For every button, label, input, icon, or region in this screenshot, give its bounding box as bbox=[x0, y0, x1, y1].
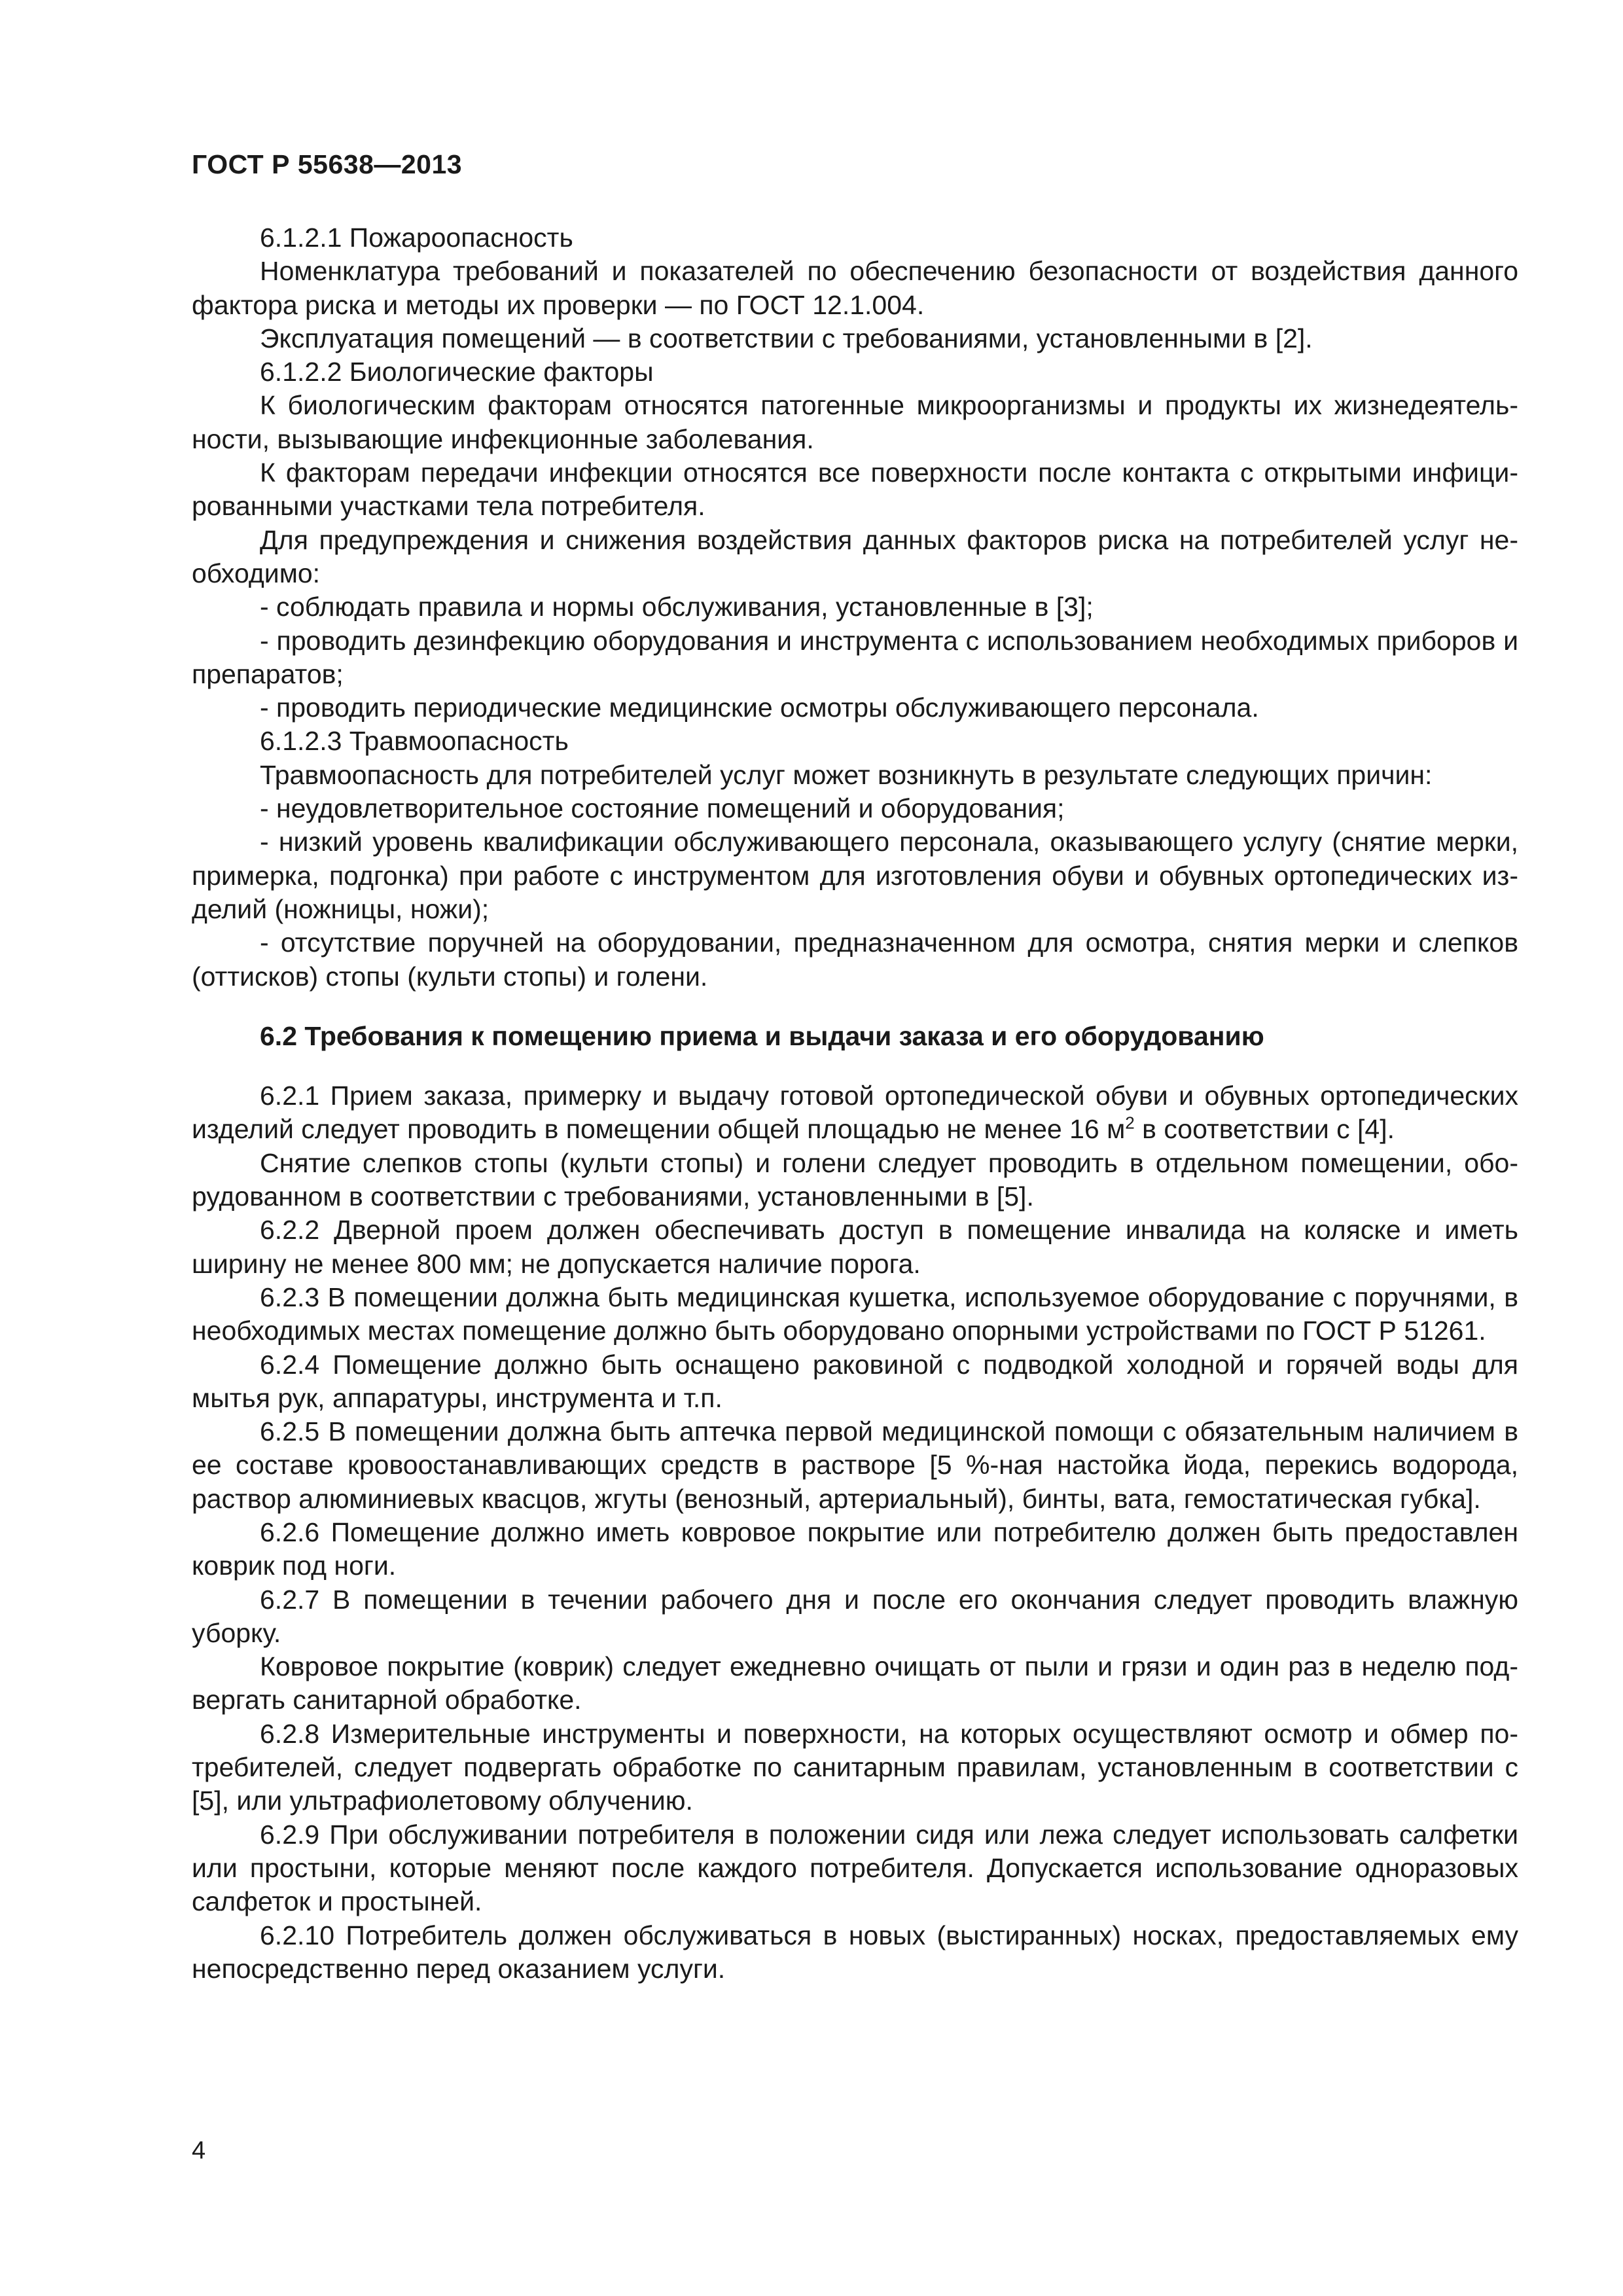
paragraph: К факторам передачи инфекции относятся все поверхности после контакта с открытыми инфицированными участками тела потребителя. bbox=[192, 457, 1518, 522]
list-item: - отсутствие поручней на оборудовании, предназначенном для осмотра, снятия мерки и слепков (оттисков) стопы (культи стопы) и голени. bbox=[192, 927, 1518, 992]
paragraph: Для предупреждения и снижения воздействия данных факторов риска на потребителей услуг необходимо: bbox=[192, 524, 1518, 588]
paragraph: Ковровое покрытие (коврик) следует ежедневно очищать от пыли и грязи и один раз в неделю подвергать санитарной обработке. bbox=[192, 1651, 1518, 1715]
paragraph: Эксплуатация помещений — в соответствии с требованиями, установленными в [2]. bbox=[260, 323, 1313, 353]
spacer bbox=[192, 1053, 1518, 1079]
paragraph: 6.2.8 Измерительные инструменты и поверхности, на которых осуществляют осмотр и обмер потребителей, следует подвергать обработке по санитарным правилам, установленным в соответствии с [5], или ультрафиолетовому облучению. bbox=[192, 1718, 1518, 1816]
document-body bbox=[192, 221, 1518, 1986]
page-number: 4 bbox=[192, 2137, 206, 2164]
paragraph: 6.2.6 Помещение должно иметь ковровое покрытие или потребителю должен быть предоставлен коврик под ноги. bbox=[192, 1516, 1518, 1581]
text-run: 6.2.1 Прием заказа, примерку и выдачу готовой ортопедической обуви и обувных ортопедических изделий следует проводить в помещении общей площадью не менее 16 м bbox=[192, 1081, 1518, 1145]
paragraph: 6.1.2.3 Травмоопасность bbox=[260, 726, 569, 757]
document-header: ГОСТ Р 55638—2013 bbox=[192, 149, 463, 179]
paragraph: 6.2.3 В помещении должна быть медицинская кушетка, используемое оборудование с поручнями, в необходимых местах помещение должно быть оборудовано опорными устройствами по ГОСТ Р 51261. bbox=[192, 1282, 1518, 1346]
paragraph: 6.2.9 При обслуживании потребителя в положении сидя или лежа следует использовать салфетки или простыни, которые меняют после каждого потребителя. Допускается использование одноразовых салфеток и простыней. bbox=[192, 1819, 1518, 1917]
superscript: 2 bbox=[1125, 1113, 1135, 1133]
paragraph: Номенклатура требований и показателей по обеспечению безопасности от воздействия данного фактора риска и методы их проверки — по ГОСТ 12.1.004. bbox=[192, 256, 1518, 320]
list-item: - низкий уровень квалификации обслуживающего персонала, оказывающего услугу (снятие мерки, примерка, подгонка) при работе с инструментом для изготовления обуви и обувных ортопедических изделий (ножницы, ножи); bbox=[192, 827, 1518, 924]
paragraph: Травмоопасность для потребителей услуг может возникнуть в результате следующих причин: bbox=[260, 759, 1433, 790]
text-run: в соответствии с [4]. bbox=[1134, 1114, 1395, 1145]
paragraph: Снятие слепков стопы (культи стопы) и голени следует проводить в отдельном помещении, оборудованном в соответствии с требованиями, установленными в [5]. bbox=[192, 1147, 1518, 1212]
paragraph: 6.2.10 Потребитель должен обслуживаться в новых (выстиранных) носках, предоставляемых ему непосредственно перед оказанием услуги. bbox=[192, 1920, 1518, 1984]
spacer bbox=[192, 994, 1518, 1020]
paragraph: 6.2.7 В помещении в течении рабочего дня и после его окончания следует проводить влажную уборку. bbox=[192, 1584, 1518, 1648]
paragraph bbox=[192, 1079, 1518, 1147]
paragraph: 6.2.2 Дверной проем должен обеспечивать доступ в помещение инвалида на коляске и иметь ширину не менее 800 мм; не допускается наличие порога. bbox=[192, 1215, 1518, 1279]
paragraph: 6.2.5 В помещении должна быть аптечка первой медицинской помощи с обязательным наличием в ее составе кровоостанавливающих средств в растворе [5 %-ная настойка йода, перекись водорода, раствор алюминиевых квасцов, жгуты (венозный, артериальный), бинты, вата, гемостатическая губка]. bbox=[192, 1416, 1518, 1514]
list-item: - проводить периодические медицинские осмотры обслуживающего персонала. bbox=[260, 692, 1259, 723]
paragraph: К биологическим факторам относятся патогенные микроорганизмы и продукты их жизнедеятельности, вызывающие инфекционные заболевания. bbox=[192, 390, 1518, 454]
list-item: - неудовлетворительное состояние помещений и оборудования; bbox=[260, 793, 1065, 824]
paragraph: 6.1.2.1 Пожароопасность bbox=[260, 223, 573, 253]
list-item: - соблюдать правила и нормы обслуживания, установленные в [3]; bbox=[260, 592, 1094, 622]
section-heading: 6.2 Требования к помещению приема и выдачи заказа и его оборудованию bbox=[260, 1020, 1264, 1051]
paragraph: 6.1.2.2 Биологические факторы bbox=[260, 357, 654, 387]
list-item: - проводить дезинфекцию оборудования и инструмента с использованием необходимых приборов и препаратов; bbox=[192, 625, 1518, 689]
paragraph: 6.2.4 Помещение должно быть оснащено раковиной с подводкой холодной и горячей воды для мытья рук, аппаратуры, инструмента и т.п. bbox=[192, 1349, 1518, 1413]
